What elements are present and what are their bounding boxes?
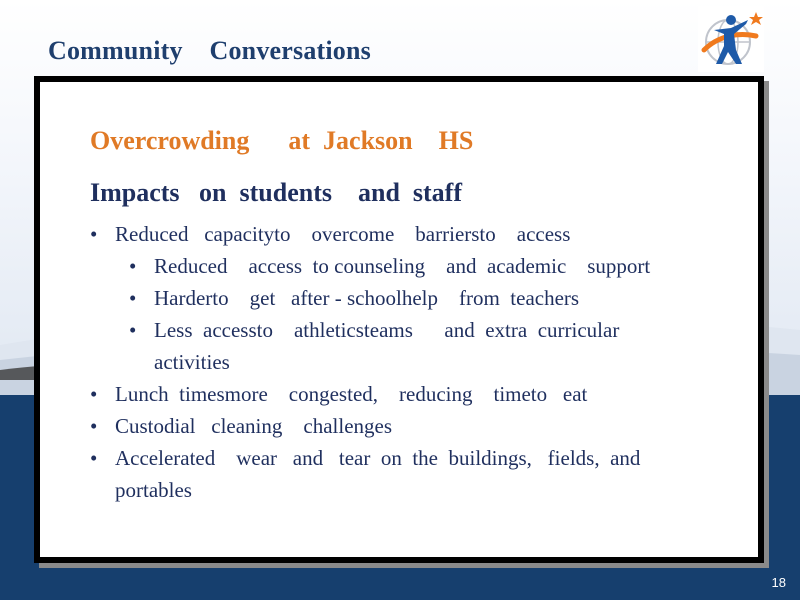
list-item-text: portables — [115, 478, 192, 502]
list-item — [90, 314, 750, 346]
content-card — [34, 76, 764, 563]
slide-header-title: Community Conversations — [48, 36, 371, 65]
list-item-text: Harderto get after - schoolhelp from teachers — [154, 286, 580, 310]
list-item-text: Accelerated wear and tear on the buildings, fields, and — [115, 446, 641, 470]
globe-figure-star-logo-icon — [698, 6, 764, 72]
list-item — [90, 378, 750, 410]
list-item-text: Less accessto athleticsteams and extra curricular — [154, 318, 620, 342]
bullet-icon: • — [90, 446, 98, 470]
logo — [698, 6, 764, 72]
bullet-icon: • — [90, 222, 98, 246]
bullet-list — [90, 218, 750, 506]
slide-heading: Overcrowding at Jackson HS — [90, 126, 474, 155]
list-item — [90, 282, 750, 314]
list-item — [90, 410, 750, 442]
list-item-text: Reduced capacityto overcome barriersto access — [115, 222, 571, 246]
list-item — [90, 474, 750, 506]
list-item — [90, 442, 750, 474]
bullet-icon: • — [90, 414, 98, 438]
page-number: 18 — [771, 575, 786, 590]
list-item-text: Reduced access to counseling and academic support — [154, 254, 651, 278]
bullet-icon: • — [90, 382, 98, 406]
bullet-icon: • — [129, 286, 137, 310]
list-item-text: Lunch timesmore congested, reducing timeto eat — [115, 382, 588, 406]
list-item — [90, 218, 750, 250]
slide-subheading: Impacts on students and staff — [90, 178, 462, 207]
content-card-body — [40, 82, 758, 557]
bullet-icon: • — [129, 318, 137, 342]
list-item-text: Custodial cleaning challenges — [115, 414, 393, 438]
bullet-icon: • — [129, 254, 137, 278]
list-item — [90, 346, 750, 378]
list-item — [90, 250, 750, 282]
list-item-text: activities — [154, 350, 230, 374]
